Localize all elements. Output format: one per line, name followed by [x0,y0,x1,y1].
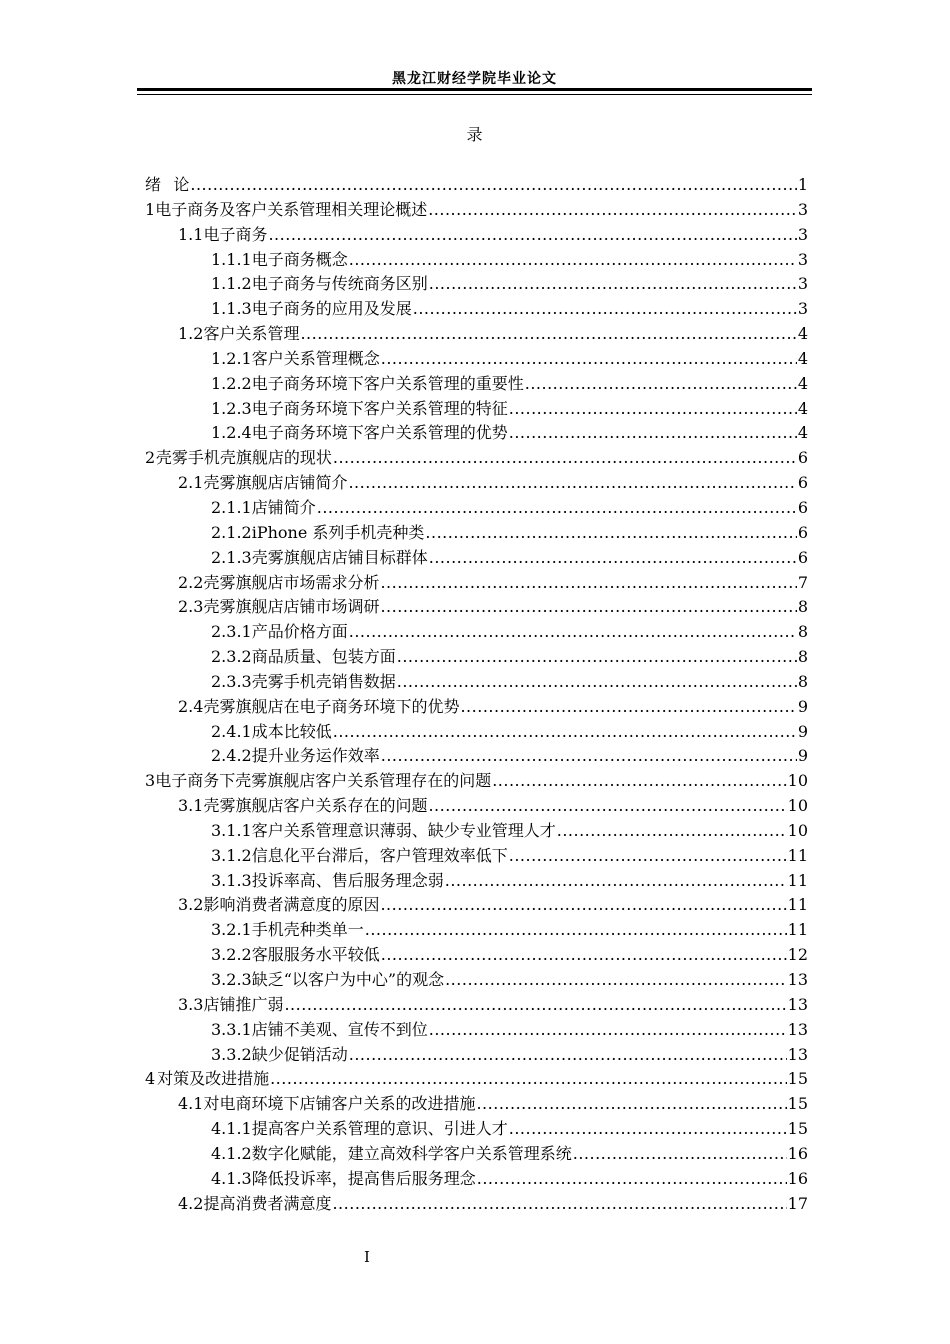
toc-entry-number: 1.2.3 [211,398,252,418]
toc-entry-number: 绪 [145,175,162,194]
toc-entry-page: 6 [797,497,808,517]
toc-entry-label: 客户关系管理意识薄弱、缺少专业管理人才 [251,820,556,840]
toc-dot-leader [428,794,786,819]
footer-page-number: I [364,1248,370,1266]
toc-entry-number: 4.2 [178,1193,204,1213]
toc-entry-label: 客户关系管理概念 [251,348,380,368]
toc-dot-leader [525,372,797,397]
toc-dot-leader [381,943,787,968]
toc-entry[interactable] [145,645,808,670]
toc-entry-number: 2.3.3 [211,671,252,691]
toc-entry[interactable] [145,1043,808,1068]
toc-dot-leader [268,223,796,248]
toc-entry-page: 4 [797,324,808,344]
toc-entry-label: 客服服务水平较低 [251,945,380,965]
toc-entry-page: 16 [787,1143,808,1163]
toc-dot-leader [380,893,786,918]
toc-entry-label: 成本比较低 [251,721,332,741]
toc-entry-page: 12 [787,945,808,965]
toc-entry-number: 2.4 [178,696,204,716]
toc-entry-number: 1.2.4 [211,423,252,443]
toc-heading: 录 [466,125,483,144]
toc-entry-number: 2.1.1 [211,497,252,517]
toc-entry-page: 1 [797,175,808,194]
toc-dot-leader [348,471,796,496]
toc-entry-page: 3 [797,249,808,269]
toc-dot-leader [349,620,797,645]
toc-entry-label: 店铺推广弱 [203,994,284,1014]
toc-dot-leader [460,695,796,720]
toc-dot-leader [425,521,796,546]
toc-dot-leader [333,720,797,745]
toc-entry-number: 4.1.1 [211,1119,252,1139]
toc-dot-leader [300,322,796,347]
toc-dot-leader [509,1117,787,1142]
toc-entry-label: 提升业务运作效率 [251,746,380,766]
toc-dot-leader [380,595,796,620]
toc-entry-page: 6 [797,522,808,542]
toc-entry[interactable] [145,869,808,894]
toc-entry-page: 10 [787,820,808,840]
toc-entry-number: 2.3.1 [211,622,252,642]
toc-entry[interactable] [145,272,808,297]
toc-entry[interactable] [145,720,808,745]
toc-entry-number: 2.3.2 [211,647,252,667]
toc-dot-leader [492,769,786,794]
toc-dot-leader [381,744,797,769]
toc-entry-page: 13 [787,1044,808,1064]
toc-entry-page: 4 [797,398,808,418]
toc-dot-leader [380,571,796,596]
toc-entry[interactable] [145,620,808,645]
toc-entry-label: 产品价格方面 [251,622,348,642]
toc-entry-label: 电子商务的应用及发展 [251,299,412,319]
toc-entry-page: 11 [787,895,808,915]
toc-entry-label: 壳雾旗舰店市场需求分析 [203,572,380,592]
toc-entry[interactable] [145,844,808,869]
toc-entry-page: 13 [787,994,808,1014]
toc-entry-page: 3 [797,199,808,219]
toc-dot-leader [317,496,797,521]
toc-entry-label: 壳雾手机壳销售数据 [251,671,396,691]
toc-dot-leader [332,1192,786,1217]
toc-dot-leader [557,819,787,844]
toc-entry-label: 电子商务环境下客户关系管理的重要性 [251,373,524,393]
toc-entry-label: 提高客户关系管理的意识、引进人才 [251,1119,508,1139]
table-of-contents [145,173,808,1216]
toc-entry-label: 信息化平台滞后，客户管理效率低下 [251,845,508,865]
toc-entry[interactable] [145,471,808,496]
toc-entry-label: 店铺简介 [251,497,316,517]
toc-entry-page: 8 [797,597,808,617]
toc-entry-number: 3 [145,771,156,791]
toc-entry[interactable] [145,893,808,918]
toc-entry-page: 6 [797,547,808,567]
toc-entry[interactable] [145,546,808,571]
toc-entry-label: 影响消费者满意度的原因 [203,895,380,915]
toc-entry-page: 9 [797,696,808,716]
toc-entry-number: 2.4.1 [211,721,252,741]
toc-entry-number: 1.1.1 [211,249,252,269]
toc-entry[interactable] [145,1142,808,1167]
toc-entry-number: 1.2.2 [211,373,252,393]
toc-entry-label: 对电商环境下店铺客户关系的改进措施 [203,1094,476,1114]
toc-dot-leader [349,1043,787,1068]
toc-entry-label: 客户关系管理 [203,324,300,344]
toc-entry-number: 4.1 [178,1094,204,1114]
toc-entry-number: 1.2 [178,324,204,344]
toc-entry[interactable] [145,372,808,397]
toc-entry-page: 11 [787,920,808,940]
toc-entry-number: 2.1.3 [211,547,252,567]
toc-entry[interactable] [145,571,808,596]
toc-entry-label: 提高消费者满意度 [203,1193,332,1213]
toc-entry-label: 壳雾旗舰店客户关系存在的问题 [203,796,428,816]
toc-entry-page: 8 [797,622,808,642]
toc-entry-number: 3.2.2 [211,945,252,965]
toc-entry-page: 15 [787,1094,808,1114]
toc-entry[interactable] [145,1192,808,1217]
toc-entry-page: 8 [797,671,808,691]
toc-entry-label: 对策及改进措施 [157,1069,270,1089]
toc-entry[interactable] [145,1167,808,1192]
toc-entry[interactable] [145,322,808,347]
toc-dot-leader [413,297,797,322]
running-header-title: 黑龙江财经学院毕业论文 [392,71,557,87]
toc-dot-leader [477,1167,787,1192]
toc-entry[interactable] [145,695,808,720]
toc-entry[interactable] [145,744,808,769]
toc-entry-label: 壳雾旗舰店在电子商务环境下的优势 [203,696,460,716]
header-rule-thin [137,94,812,95]
toc-entry[interactable] [145,1117,808,1142]
toc-entry-page: 3 [797,274,808,294]
toc-entry-number: 1.1 [178,224,204,244]
toc-entry-number: 3.1.3 [211,870,252,890]
toc-entry-number: 4.1.3 [211,1168,252,1188]
toc-entry-label: 缺少促销活动 [251,1044,348,1064]
toc-entry-number: 2 [145,448,156,468]
toc-entry-label: 壳雾旗舰店店铺市场调研 [203,597,380,617]
toc-entry-page: 10 [787,796,808,816]
toc-entry-number: 3.3.2 [211,1044,252,1064]
toc-entry-number: 3.3 [178,994,204,1014]
toc-entry[interactable] [145,297,808,322]
toc-entry[interactable] [145,173,808,198]
toc-entry[interactable] [145,670,808,695]
toc-entry-page: 10 [787,771,808,791]
toc-entry-number: 1.1.2 [211,274,252,294]
toc-entry[interactable] [145,248,808,273]
toc-dot-leader [445,968,787,993]
toc-entry-label: 论 [173,175,190,194]
toc-entry-number: 2.1 [178,473,204,493]
toc-entry-number: 2.4.2 [211,746,252,766]
toc-dot-leader [284,993,786,1018]
toc-entry[interactable] [145,347,808,372]
toc-entry-page: 4 [797,423,808,443]
toc-entry[interactable] [145,521,808,546]
toc-entry-number: 3.2 [178,895,204,915]
toc-entry[interactable] [145,943,808,968]
toc-entry-label: 投诉率高、售后服务理念弱 [251,870,444,890]
toc-entry-page: 11 [787,845,808,865]
toc-dot-leader [190,173,796,198]
toc-entry-page: 15 [787,1119,808,1139]
toc-entry-label: 商品质量、包装方面 [251,647,396,667]
header-rule-thick [137,88,812,91]
toc-dot-leader [509,421,797,446]
toc-dot-leader [445,869,787,894]
toc-entry-number: 4.1.2 [211,1143,252,1163]
toc-entry-label: iPhone 系列手机壳种类 [251,522,425,542]
toc-entry[interactable] [145,1067,808,1092]
toc-entry-page: 13 [787,970,808,989]
toc-entry[interactable] [145,397,808,422]
toc-entry[interactable] [145,198,808,223]
toc-entry-label: 电子商务 [203,224,268,244]
toc-entry[interactable] [145,819,808,844]
toc-entry-label: 数字化赋能，建立高效科学客户关系管理系统 [251,1143,572,1163]
toc-dot-leader [573,1142,787,1167]
toc-entry-number: 3.2.3 [211,970,252,989]
toc-entry-number: 3.1 [178,796,204,816]
toc-entry[interactable] [145,421,808,446]
toc-entry-number: 2.1.2 [211,522,252,542]
toc-entry-page: 13 [787,1019,808,1039]
toc-entry-label: 电子商务及客户关系管理相关理论概述 [155,199,428,219]
toc-dot-leader [428,198,797,223]
toc-entry-page: 3 [797,224,808,244]
toc-entry-page: 15 [787,1069,808,1089]
toc-entry-number: 1.1.3 [211,299,252,319]
toc-entry-page: 4 [797,373,808,393]
toc-entry-page: 3 [797,299,808,319]
toc-entry-number: 3.3.1 [211,1019,252,1039]
toc-dot-leader [333,446,797,471]
toc-dot-leader [349,248,797,273]
toc-entry-label: 壳雾手机壳旗舰店的现状 [155,448,332,468]
toc-entry-number: 1.2.1 [211,348,252,368]
toc-dot-leader [397,670,797,695]
toc-dot-leader [476,1092,786,1117]
toc-entry[interactable] [145,918,808,943]
toc-entry[interactable] [145,496,808,521]
toc-entry-page: 9 [797,746,808,766]
toc-entry-label: 电子商务环境下客户关系管理的特征 [251,398,508,418]
toc-entry[interactable] [145,1018,808,1043]
toc-dot-leader [397,645,797,670]
toc-dot-leader [509,844,787,869]
toc-entry-page: 8 [797,647,808,667]
toc-dot-leader [270,1067,787,1092]
toc-entry[interactable] [145,968,808,993]
toc-entry-label: 电子商务环境下客户关系管理的优势 [251,423,508,443]
toc-entry-page: 16 [787,1168,808,1188]
toc-entry-number: 3.2.1 [211,920,252,940]
toc-entry-number: 3.1.2 [211,845,252,865]
toc-entry[interactable] [145,223,808,248]
toc-dot-leader [365,918,787,943]
toc-entry-page: 11 [787,870,808,890]
toc-entry-label: 壳雾旗舰店店铺目标群体 [251,547,428,567]
toc-entry-label: 电子商务概念 [251,249,348,269]
toc-entry-page: 4 [797,348,808,368]
toc-entry-label: 电子商务与传统商务区别 [251,274,428,294]
toc-entry-page: 6 [797,473,808,493]
toc-dot-leader [381,347,797,372]
toc-entry[interactable] [145,993,808,1018]
toc-entry-page: 6 [797,448,808,468]
toc-entry[interactable] [145,769,808,794]
toc-entry[interactable] [145,446,808,471]
toc-entry[interactable] [145,1092,808,1117]
toc-entry[interactable] [145,794,808,819]
toc-entry-label: 缺乏“以客户为中心”的观念 [251,970,445,989]
toc-entry-number: 4 [145,1069,156,1089]
toc-entry-label: 电子商务下壳雾旗舰店客户关系管理存在的问题 [155,771,492,791]
toc-entry-number: 2.3 [178,597,204,617]
toc-entry-label: 手机壳种类单一 [251,920,364,940]
toc-dot-leader [429,546,797,571]
toc-dot-leader [509,397,797,422]
toc-entry-label: 店铺不美观、宣传不到位 [251,1019,428,1039]
toc-entry-number: 3.1.1 [211,820,252,840]
toc-dot-leader [429,272,797,297]
toc-entry-page: 7 [797,572,808,592]
toc-entry-label: 降低投诉率，提高售后服务理念 [251,1168,476,1188]
toc-dot-leader [429,1018,787,1043]
toc-entry-label: 壳雾旗舰店店铺简介 [203,473,348,493]
toc-entry-number: 1 [145,199,156,219]
toc-entry-page: 9 [797,721,808,741]
toc-entry-page: 17 [787,1193,808,1213]
toc-entry-number: 2.2 [178,572,204,592]
toc-entry[interactable] [145,595,808,620]
